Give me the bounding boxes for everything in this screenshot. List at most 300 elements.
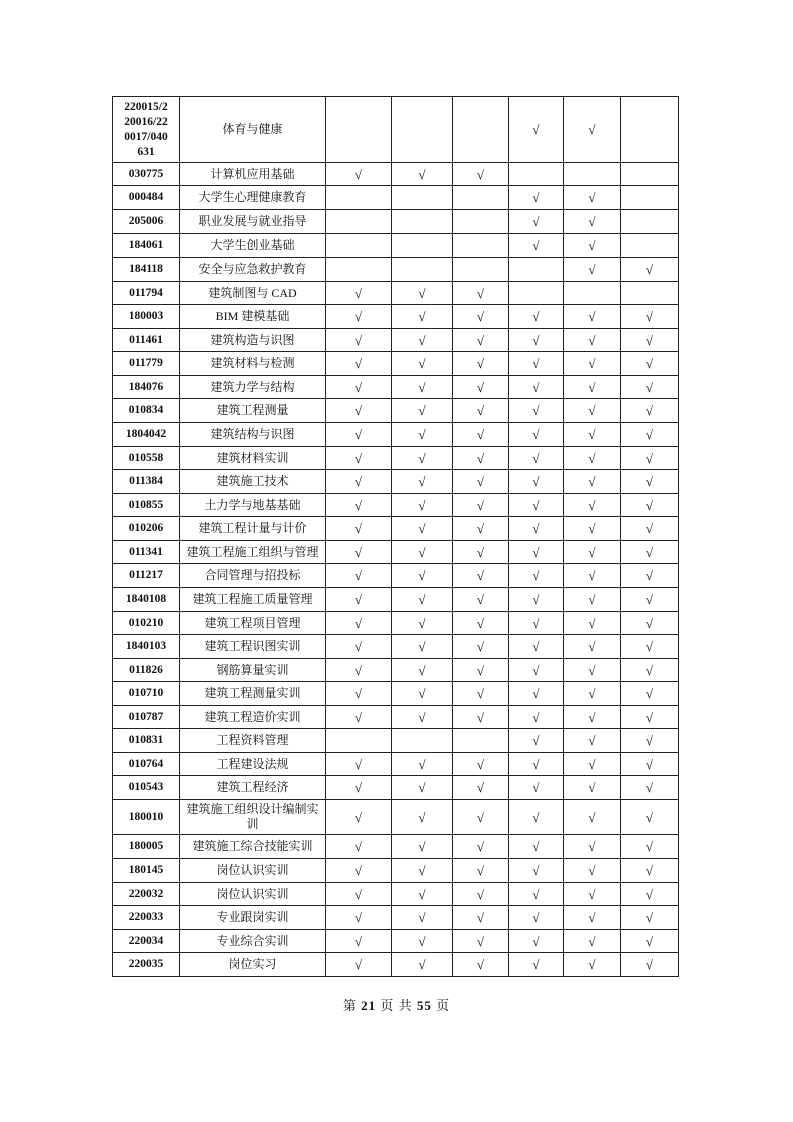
check-cell (621, 376, 679, 399)
check-cell (621, 329, 679, 352)
check-cell (509, 682, 564, 706)
check-cell (326, 564, 392, 588)
check-mark-icon: √ (476, 933, 485, 949)
check-mark-icon: √ (418, 379, 426, 395)
check-mark-icon: √ (645, 403, 654, 418)
check-mark-icon: √ (588, 262, 596, 277)
check-mark-icon: √ (588, 568, 596, 583)
check-mark-icon: √ (532, 544, 540, 560)
check-cell (326, 612, 392, 635)
check-cell (392, 186, 453, 210)
course-code-cell: 220034 (113, 930, 180, 953)
check-mark-icon: √ (354, 639, 363, 654)
course-name-cell: 建筑施工综合技能实训 (180, 835, 326, 859)
check-cell (392, 906, 453, 930)
check-cell (392, 329, 453, 352)
check-mark-icon: √ (532, 403, 540, 418)
check-mark-icon: √ (645, 309, 654, 324)
check-mark-icon: √ (354, 933, 363, 949)
check-cell (509, 447, 564, 470)
check-mark-icon: √ (354, 285, 363, 301)
check-cell (621, 682, 679, 706)
check-mark-icon: √ (476, 309, 485, 324)
page-footer (0, 995, 793, 1014)
check-cell (564, 659, 621, 682)
check-mark-icon: √ (418, 639, 426, 654)
table-row (113, 329, 679, 352)
check-mark-icon: √ (588, 756, 596, 772)
course-code-cell: 220015/2 20016/22 0017/040 631 (113, 97, 180, 163)
check-cell (564, 352, 621, 376)
check-cell (453, 470, 509, 494)
check-mark-icon: √ (532, 521, 540, 536)
check-cell (509, 517, 564, 541)
check-cell (509, 282, 564, 305)
check-mark-icon: √ (476, 166, 485, 182)
check-mark-icon: √ (418, 166, 426, 182)
check-cell (621, 186, 679, 210)
check-mark-icon: √ (532, 568, 540, 583)
check-cell (392, 470, 453, 494)
check-mark-icon: √ (532, 592, 540, 607)
check-mark-icon: √ (588, 450, 596, 466)
check-cell (564, 564, 621, 588)
check-mark-icon: √ (588, 427, 596, 442)
check-cell (621, 906, 679, 930)
check-mark-icon: √ (532, 379, 540, 395)
check-mark-icon: √ (532, 474, 540, 489)
check-cell (326, 282, 392, 305)
table-row (113, 376, 679, 399)
table-row (113, 258, 679, 282)
check-cell (564, 97, 621, 163)
table-row (113, 835, 679, 859)
check-cell (564, 729, 621, 753)
check-mark-icon: √ (354, 709, 363, 725)
check-cell (509, 776, 564, 800)
check-mark-icon: √ (354, 379, 363, 395)
check-mark-icon: √ (645, 262, 654, 277)
course-name-cell: 建筑施工技术 (180, 470, 326, 494)
check-cell (509, 800, 564, 835)
course-name-cell: 大学生心理健康教育 (180, 186, 326, 210)
check-mark-icon: √ (476, 780, 485, 795)
course-name-cell: 建筑材料实训 (180, 447, 326, 470)
check-mark-icon: √ (532, 332, 540, 348)
course-name-cell: 安全与应急救护教育 (180, 258, 326, 282)
check-mark-icon: √ (354, 592, 363, 607)
course-name-cell: 岗位认识实训 (180, 883, 326, 906)
check-cell (509, 97, 564, 163)
table-row (113, 447, 679, 470)
check-cell (392, 447, 453, 470)
check-cell (453, 305, 509, 329)
check-cell (453, 729, 509, 753)
check-cell (621, 423, 679, 447)
check-mark-icon: √ (532, 709, 540, 725)
check-cell (621, 800, 679, 835)
check-mark-icon: √ (354, 332, 363, 348)
check-cell (564, 835, 621, 859)
course-name-cell: BIM 建模基础 (180, 305, 326, 329)
course-name-cell: 体育与健康 (180, 97, 326, 163)
course-code-cell: 010787 (113, 706, 180, 729)
course-name-cell: 土力学与地基基础 (180, 494, 326, 517)
check-mark-icon: √ (645, 332, 654, 348)
check-mark-icon: √ (532, 886, 540, 902)
check-mark-icon: √ (532, 662, 540, 678)
check-mark-icon: √ (588, 809, 596, 825)
course-name-cell: 建筑工程测量 (180, 399, 326, 423)
check-mark-icon: √ (476, 379, 485, 395)
check-cell (509, 234, 564, 258)
check-mark-icon: √ (588, 839, 596, 854)
check-cell (509, 376, 564, 399)
check-mark-icon: √ (645, 592, 654, 607)
table-row (113, 352, 679, 376)
check-mark-icon: √ (532, 309, 540, 324)
course-code-cell: 184118 (113, 258, 180, 282)
check-cell (453, 776, 509, 800)
check-mark-icon: √ (476, 403, 485, 418)
course-name-cell: 建筑制图与 CAD (180, 282, 326, 305)
check-cell (453, 423, 509, 447)
check-cell (326, 376, 392, 399)
check-cell (509, 258, 564, 282)
course-code-cell: 1840103 (113, 635, 180, 659)
check-mark-icon: √ (645, 662, 654, 678)
check-mark-icon: √ (645, 809, 654, 825)
course-name-cell: 专业综合实训 (180, 930, 326, 953)
check-cell (564, 210, 621, 234)
check-cell (326, 517, 392, 541)
check-cell (621, 835, 679, 859)
check-mark-icon: √ (476, 910, 485, 925)
table-row (113, 800, 679, 835)
check-cell (326, 399, 392, 423)
check-mark-icon: √ (588, 662, 596, 678)
table-row (113, 517, 679, 541)
check-cell (453, 97, 509, 163)
check-mark-icon: √ (354, 780, 363, 795)
check-cell (564, 234, 621, 258)
check-mark-icon: √ (588, 910, 596, 925)
course-code-cell: 010834 (113, 399, 180, 423)
check-cell (564, 163, 621, 186)
course-code-cell: 011384 (113, 470, 180, 494)
check-mark-icon: √ (476, 886, 485, 902)
check-cell (564, 612, 621, 635)
check-mark-icon: √ (418, 427, 426, 442)
check-mark-icon: √ (418, 615, 426, 631)
table-row (113, 659, 679, 682)
check-cell (509, 612, 564, 635)
check-cell (392, 953, 453, 977)
check-cell (326, 906, 392, 930)
check-mark-icon: √ (645, 497, 654, 513)
check-mark-icon: √ (476, 639, 485, 654)
check-cell (453, 447, 509, 470)
check-cell (621, 305, 679, 329)
check-cell (453, 186, 509, 210)
check-cell (453, 282, 509, 305)
check-mark-icon: √ (532, 190, 540, 205)
check-cell (564, 930, 621, 953)
table-row (113, 564, 679, 588)
check-mark-icon: √ (532, 933, 540, 949)
check-cell (453, 234, 509, 258)
course-name-cell: 计算机应用基础 (180, 163, 326, 186)
check-cell (326, 234, 392, 258)
check-cell (453, 800, 509, 835)
check-cell (392, 352, 453, 376)
check-mark-icon: √ (588, 474, 596, 489)
check-cell (564, 541, 621, 564)
check-mark-icon: √ (418, 356, 426, 371)
check-cell (453, 517, 509, 541)
check-cell (509, 541, 564, 564)
check-cell (326, 706, 392, 729)
check-cell (392, 729, 453, 753)
check-cell (326, 753, 392, 776)
course-code-cell: 011779 (113, 352, 180, 376)
check-cell (453, 859, 509, 883)
check-cell (326, 97, 392, 163)
check-cell (392, 282, 453, 305)
check-cell (509, 352, 564, 376)
check-cell (453, 329, 509, 352)
check-mark-icon: √ (418, 285, 426, 301)
check-cell (564, 953, 621, 977)
course-name-cell: 工程建设法规 (180, 753, 326, 776)
check-cell (509, 659, 564, 682)
course-name-cell: 专业跟岗实训 (180, 906, 326, 930)
check-cell (392, 494, 453, 517)
check-cell (621, 588, 679, 612)
check-mark-icon: √ (476, 709, 485, 725)
check-cell (392, 97, 453, 163)
table-row (113, 776, 679, 800)
check-cell (564, 859, 621, 883)
footer-page-number: 21 (361, 998, 377, 1013)
check-cell (509, 906, 564, 930)
check-cell (326, 588, 392, 612)
check-cell (564, 588, 621, 612)
check-mark-icon: √ (645, 356, 654, 371)
check-cell (509, 883, 564, 906)
table-row (113, 930, 679, 953)
course-name-cell: 建筑施工组织设计编制实 训 (180, 800, 326, 835)
course-matrix-table (112, 96, 679, 977)
check-cell (326, 186, 392, 210)
check-cell (326, 541, 392, 564)
check-mark-icon: √ (588, 238, 596, 253)
check-mark-icon: √ (588, 356, 596, 371)
check-mark-icon: √ (532, 839, 540, 854)
check-cell (509, 186, 564, 210)
course-code-cell: 010210 (113, 612, 180, 635)
check-cell (392, 234, 453, 258)
table-row (113, 953, 679, 977)
check-cell (326, 305, 392, 329)
course-name-cell: 建筑工程造价实训 (180, 706, 326, 729)
check-mark-icon: √ (532, 780, 540, 795)
check-mark-icon: √ (354, 356, 363, 371)
check-cell (509, 859, 564, 883)
check-cell (453, 399, 509, 423)
check-cell (509, 953, 564, 977)
check-cell (326, 635, 392, 659)
course-code-cell: 184076 (113, 376, 180, 399)
course-code-cell: 010543 (113, 776, 180, 800)
course-code-cell: 220033 (113, 906, 180, 930)
check-mark-icon: √ (418, 332, 426, 348)
check-mark-icon: √ (645, 933, 654, 949)
course-code-cell: 1840108 (113, 588, 180, 612)
check-cell (326, 210, 392, 234)
check-mark-icon: √ (476, 756, 485, 772)
check-cell (326, 470, 392, 494)
check-mark-icon: √ (476, 450, 485, 466)
course-name-cell: 建筑构造与识图 (180, 329, 326, 352)
check-cell (621, 729, 679, 753)
check-cell (392, 682, 453, 706)
check-cell (453, 906, 509, 930)
course-name-cell: 建筑工程施工质量管理 (180, 588, 326, 612)
check-cell (564, 800, 621, 835)
check-mark-icon: √ (418, 886, 426, 902)
check-mark-icon: √ (354, 403, 363, 418)
check-mark-icon: √ (354, 309, 363, 324)
table-row (113, 494, 679, 517)
course-code-cell: 184061 (113, 234, 180, 258)
table-row (113, 753, 679, 776)
check-mark-icon: √ (588, 933, 596, 949)
check-mark-icon: √ (354, 886, 363, 902)
table-row (113, 859, 679, 883)
check-mark-icon: √ (588, 497, 596, 513)
check-cell (392, 776, 453, 800)
check-cell (392, 659, 453, 682)
check-cell (326, 729, 392, 753)
check-cell (453, 883, 509, 906)
course-code-cell: 011461 (113, 329, 180, 352)
check-cell (564, 706, 621, 729)
check-mark-icon: √ (645, 886, 654, 902)
table-row (113, 399, 679, 423)
check-mark-icon: √ (532, 356, 540, 371)
check-mark-icon: √ (532, 686, 540, 701)
course-name-cell: 岗位实习 (180, 953, 326, 977)
table-row (113, 210, 679, 234)
check-mark-icon: √ (645, 910, 654, 925)
check-cell (453, 494, 509, 517)
course-code-cell: 010855 (113, 494, 180, 517)
course-name-cell: 工程资料管理 (180, 729, 326, 753)
check-cell (509, 930, 564, 953)
check-cell (621, 352, 679, 376)
check-cell (392, 883, 453, 906)
footer-prefix: 第 (342, 998, 357, 1013)
check-cell (621, 541, 679, 564)
check-cell (509, 399, 564, 423)
check-cell (326, 800, 392, 835)
course-name-cell: 建筑工程经济 (180, 776, 326, 800)
check-mark-icon: √ (532, 450, 540, 466)
check-cell (326, 258, 392, 282)
course-name-cell: 职业发展与就业指导 (180, 210, 326, 234)
check-mark-icon: √ (588, 379, 596, 395)
course-code-cell: 010710 (113, 682, 180, 706)
check-mark-icon: √ (532, 733, 540, 748)
check-mark-icon: √ (418, 933, 426, 949)
check-mark-icon: √ (354, 166, 363, 182)
check-cell (621, 564, 679, 588)
check-cell (392, 564, 453, 588)
check-cell (326, 163, 392, 186)
check-cell (509, 835, 564, 859)
check-cell (621, 635, 679, 659)
course-name-cell: 岗位认识实训 (180, 859, 326, 883)
check-cell (621, 210, 679, 234)
check-cell (326, 423, 392, 447)
check-cell (453, 612, 509, 635)
check-cell (621, 282, 679, 305)
check-mark-icon: √ (418, 662, 426, 678)
check-mark-icon: √ (532, 427, 540, 442)
check-cell (621, 470, 679, 494)
check-mark-icon: √ (354, 957, 363, 972)
table-row (113, 97, 679, 163)
check-cell (621, 753, 679, 776)
check-cell (564, 776, 621, 800)
check-cell (453, 258, 509, 282)
check-cell (564, 906, 621, 930)
check-mark-icon: √ (532, 497, 540, 513)
check-mark-icon: √ (476, 497, 485, 513)
check-mark-icon: √ (476, 615, 485, 631)
check-mark-icon: √ (645, 544, 654, 560)
check-mark-icon: √ (645, 474, 654, 489)
check-cell (564, 399, 621, 423)
course-code-cell: 010831 (113, 729, 180, 753)
check-cell (453, 835, 509, 859)
course-name-cell: 钢筋算量实训 (180, 659, 326, 682)
check-cell (509, 588, 564, 612)
check-cell (564, 470, 621, 494)
check-mark-icon: √ (476, 544, 485, 560)
check-mark-icon: √ (354, 474, 363, 489)
table-row (113, 612, 679, 635)
check-mark-icon: √ (476, 521, 485, 536)
table-row (113, 163, 679, 186)
check-mark-icon: √ (588, 615, 596, 631)
check-cell (621, 706, 679, 729)
check-mark-icon: √ (354, 615, 363, 631)
check-mark-icon: √ (588, 403, 596, 418)
check-cell (621, 953, 679, 977)
check-cell (564, 682, 621, 706)
table-row (113, 682, 679, 706)
check-mark-icon: √ (476, 474, 485, 489)
check-mark-icon: √ (418, 756, 426, 772)
check-cell (564, 186, 621, 210)
check-mark-icon: √ (418, 474, 426, 489)
check-cell (392, 635, 453, 659)
check-mark-icon: √ (354, 910, 363, 925)
check-mark-icon: √ (476, 427, 485, 442)
check-mark-icon: √ (588, 639, 596, 654)
